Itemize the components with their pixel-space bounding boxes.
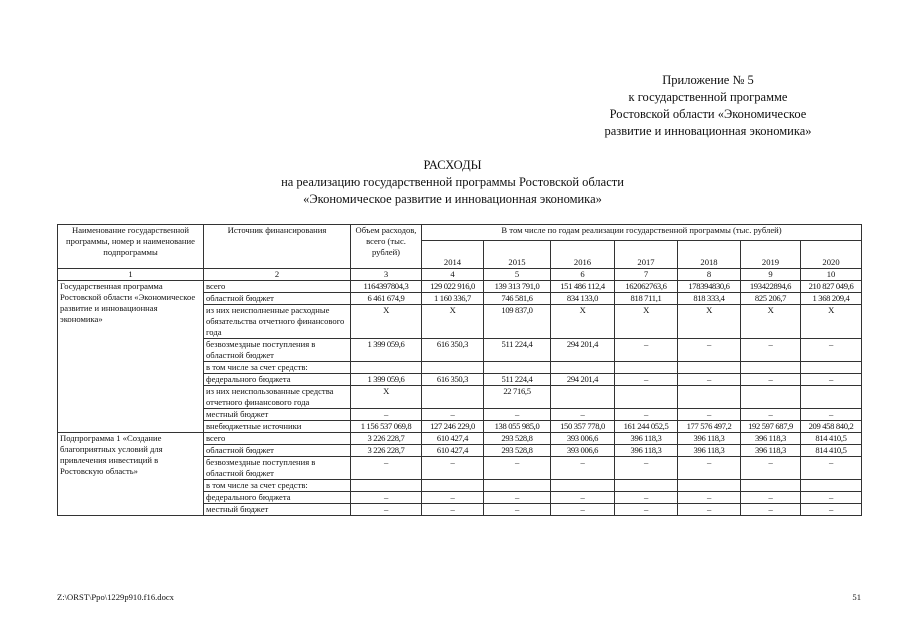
value-cell: X — [422, 305, 484, 339]
value-cell: – — [801, 409, 862, 421]
value-cell: 814 410,5 — [801, 445, 862, 457]
value-cell — [741, 362, 801, 374]
value-cell — [422, 386, 484, 409]
value-cell: – — [801, 457, 862, 480]
funding-source: в том числе за счет средств: — [204, 362, 351, 374]
funding-source: всего — [204, 433, 351, 445]
expenses-table — [57, 224, 862, 516]
value-cell: – — [615, 504, 678, 516]
funding-source: федерального бюджета — [204, 492, 351, 504]
funding-source: из них неисполненные расходные обязательства отчетного финансового года — [204, 305, 351, 339]
value-cell: 1 368 209,4 — [801, 293, 862, 305]
footer-file-path: Z:\ORST\Ppo\1229p910.f16.docx — [57, 592, 174, 602]
value-cell: – — [678, 374, 741, 386]
value-cell — [801, 480, 862, 492]
table-row — [58, 281, 862, 293]
value-cell — [741, 386, 801, 409]
value-cell: 393 006,6 — [551, 445, 615, 457]
value-cell: – — [741, 504, 801, 516]
value-cell: X — [678, 305, 741, 339]
value-cell — [422, 362, 484, 374]
value-cell: 1 156 537 069,8 — [351, 421, 422, 433]
value-cell: 162062763,6 — [615, 281, 678, 293]
column-number: 8 — [678, 269, 741, 281]
value-cell — [678, 480, 741, 492]
appendix-header — [558, 72, 858, 140]
funding-source: из них неиспользованные средства отчетного финансового года — [204, 386, 351, 409]
value-cell — [484, 480, 551, 492]
value-cell: 396 118,3 — [741, 445, 801, 457]
column-number: 4 — [422, 269, 484, 281]
header-by-years: В том числе по годам реализации государственной программы (тыс. рублей) — [422, 225, 862, 241]
value-cell: – — [422, 409, 484, 421]
funding-source: местный бюджет — [204, 409, 351, 421]
column-number: 3 — [351, 269, 422, 281]
value-cell: 3 226 228,7 — [351, 433, 422, 445]
value-cell: X — [351, 386, 422, 409]
value-cell: 293 528,8 — [484, 433, 551, 445]
value-cell: 293 528,8 — [484, 445, 551, 457]
value-cell: 139 313 791,0 — [484, 281, 551, 293]
value-cell: 616 350,3 — [422, 339, 484, 362]
header-year: 2020 — [801, 241, 862, 269]
value-cell — [741, 480, 801, 492]
value-cell: 616 350,3 — [422, 374, 484, 386]
value-cell: 3 226 228,7 — [351, 445, 422, 457]
value-cell: 610 427,4 — [422, 433, 484, 445]
value-cell: 393 006,6 — [551, 433, 615, 445]
column-number: 7 — [615, 269, 678, 281]
header-source: Источник финансирования — [204, 225, 351, 269]
value-cell: 396 118,3 — [678, 433, 741, 445]
value-cell: 151 486 112,4 — [551, 281, 615, 293]
value-cell: 746 581,6 — [484, 293, 551, 305]
funding-source: безвозмездные поступления в областной бюджет — [204, 457, 351, 480]
column-number: 6 — [551, 269, 615, 281]
value-cell — [615, 480, 678, 492]
funding-source: безвозмездные поступления в областной бюджет — [204, 339, 351, 362]
value-cell — [551, 362, 615, 374]
value-cell: – — [484, 492, 551, 504]
value-cell: – — [551, 457, 615, 480]
value-cell: – — [741, 409, 801, 421]
value-cell — [801, 386, 862, 409]
value-cell: X — [615, 305, 678, 339]
header-volume: Объем расходов, всего (тыс. рублей) — [351, 225, 422, 269]
value-cell: 511 224,4 — [484, 339, 551, 362]
value-cell — [551, 480, 615, 492]
value-cell: 193422894,6 — [741, 281, 801, 293]
column-number: 10 — [801, 269, 862, 281]
value-cell: – — [678, 339, 741, 362]
value-cell: 396 118,3 — [678, 445, 741, 457]
value-cell: – — [801, 339, 862, 362]
section-name: Государственная программа Ростовской области «Экономическое развитие и инновационная экономика» — [58, 281, 204, 433]
value-cell: 294 201,4 — [551, 374, 615, 386]
funding-source: федерального бюджета — [204, 374, 351, 386]
value-cell: – — [678, 457, 741, 480]
value-cell: X — [551, 305, 615, 339]
value-cell — [678, 386, 741, 409]
value-cell — [484, 362, 551, 374]
header-year: 2019 — [741, 241, 801, 269]
funding-source: местный бюджет — [204, 504, 351, 516]
value-cell: 396 118,3 — [615, 445, 678, 457]
title-line-2: на реализацию государственной программы Ростовской области — [281, 175, 624, 189]
value-cell: – — [551, 409, 615, 421]
column-numbers-row — [58, 269, 862, 281]
value-cell: 22 716,5 — [484, 386, 551, 409]
value-cell: 150 357 778,0 — [551, 421, 615, 433]
table-row — [58, 433, 862, 445]
footer-page-number: 51 — [852, 592, 861, 602]
value-cell: – — [615, 409, 678, 421]
value-cell: – — [741, 492, 801, 504]
column-number: 5 — [484, 269, 551, 281]
value-cell: 129 022 916,0 — [422, 281, 484, 293]
value-cell: 511 224,4 — [484, 374, 551, 386]
value-cell: X — [801, 305, 862, 339]
value-cell — [351, 362, 422, 374]
funding-source: областной бюджет — [204, 445, 351, 457]
value-cell: 1164397804,3 — [351, 281, 422, 293]
value-cell: 294 201,4 — [551, 339, 615, 362]
value-cell: – — [422, 457, 484, 480]
header-year: 2014 — [422, 241, 484, 269]
column-number: 1 — [58, 269, 204, 281]
value-cell — [351, 480, 422, 492]
value-cell: 209 458 840,2 — [801, 421, 862, 433]
value-cell: – — [422, 504, 484, 516]
column-number: 2 — [204, 269, 351, 281]
value-cell: X — [741, 305, 801, 339]
appendix-line-3: Ростовской области «Экономическое — [609, 107, 807, 121]
header-year: 2017 — [615, 241, 678, 269]
title-line-1: РАСХОДЫ — [423, 158, 482, 172]
document-title — [0, 157, 905, 208]
value-cell: – — [351, 492, 422, 504]
value-cell: 818 711,1 — [615, 293, 678, 305]
value-cell: 1 399 059,6 — [351, 339, 422, 362]
value-cell: – — [615, 374, 678, 386]
value-cell: 109 837,0 — [484, 305, 551, 339]
value-cell: 127 246 229,0 — [422, 421, 484, 433]
value-cell: 177 576 497,2 — [678, 421, 741, 433]
value-cell: 396 118,3 — [741, 433, 801, 445]
funding-source: внебюджетные источники — [204, 421, 351, 433]
header-year: 2015 — [484, 241, 551, 269]
value-cell: 814 410,5 — [801, 433, 862, 445]
value-cell — [615, 362, 678, 374]
value-cell: – — [615, 339, 678, 362]
value-cell — [422, 480, 484, 492]
value-cell: 210 827 049,6 — [801, 281, 862, 293]
column-number: 9 — [741, 269, 801, 281]
value-cell: 610 427,4 — [422, 445, 484, 457]
value-cell: 178394830,6 — [678, 281, 741, 293]
value-cell: – — [801, 504, 862, 516]
value-cell: – — [551, 504, 615, 516]
value-cell: 1 399 059,6 — [351, 374, 422, 386]
value-cell: 834 133,0 — [551, 293, 615, 305]
value-cell: – — [351, 457, 422, 480]
value-cell: 161 244 052,5 — [615, 421, 678, 433]
value-cell: – — [484, 504, 551, 516]
funding-source: всего — [204, 281, 351, 293]
value-cell: 818 333,4 — [678, 293, 741, 305]
appendix-line-1: Приложение № 5 — [662, 73, 754, 87]
value-cell: – — [351, 409, 422, 421]
value-cell: 825 206,7 — [741, 293, 801, 305]
appendix-line-2: к государственной программе — [628, 90, 788, 104]
value-cell: – — [741, 339, 801, 362]
value-cell: X — [351, 305, 422, 339]
value-cell: 192 597 687,9 — [741, 421, 801, 433]
value-cell: 138 055 985,0 — [484, 421, 551, 433]
value-cell — [551, 386, 615, 409]
value-cell: 6 461 674,9 — [351, 293, 422, 305]
value-cell: – — [484, 457, 551, 480]
value-cell: – — [678, 504, 741, 516]
header-year: 2016 — [551, 241, 615, 269]
value-cell — [801, 362, 862, 374]
value-cell: – — [801, 374, 862, 386]
title-line-3: «Экономическое развитие и инновационная экономика» — [303, 192, 602, 206]
funding-source: в том числе за счет средств: — [204, 480, 351, 492]
value-cell: – — [741, 457, 801, 480]
value-cell: – — [678, 492, 741, 504]
value-cell: – — [615, 492, 678, 504]
value-cell: 1 160 336,7 — [422, 293, 484, 305]
value-cell: – — [484, 409, 551, 421]
appendix-line-4: развитие и инновационная экономика» — [604, 124, 812, 138]
header-name: Наименование государственной программы, номер и наименование подпрограммы — [58, 225, 204, 269]
funding-source: областной бюджет — [204, 293, 351, 305]
value-cell: – — [678, 409, 741, 421]
value-cell — [615, 386, 678, 409]
value-cell: 396 118,3 — [615, 433, 678, 445]
value-cell: – — [351, 504, 422, 516]
value-cell — [678, 362, 741, 374]
value-cell: – — [801, 492, 862, 504]
value-cell: – — [551, 492, 615, 504]
value-cell: – — [615, 457, 678, 480]
header-year: 2018 — [678, 241, 741, 269]
value-cell: – — [422, 492, 484, 504]
section-name: Подпрограмма 1 «Создание благоприятных условий для привлечения инвестиций в Ростовскую область» — [58, 433, 204, 516]
value-cell: – — [741, 374, 801, 386]
